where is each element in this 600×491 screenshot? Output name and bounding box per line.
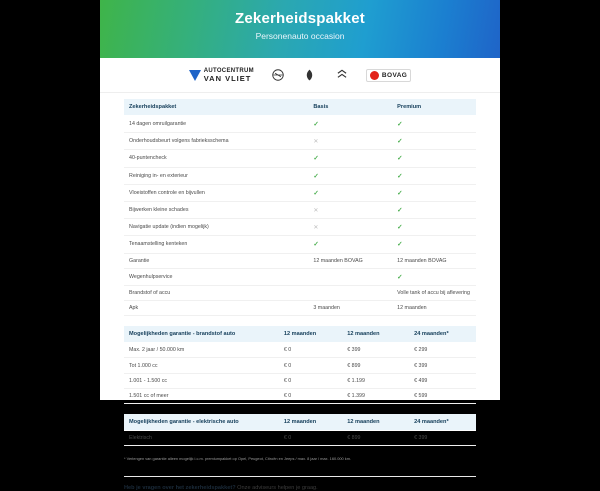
table-header-row [124, 99, 476, 116]
table-row [124, 343, 476, 358]
column-header-12-maanden-b: 12 maanden [342, 326, 409, 343]
row-premium [392, 133, 476, 150]
check-icon: ✓ [397, 121, 403, 129]
table-row [124, 116, 476, 133]
table-row [124, 184, 476, 201]
footer-answer: Onze adviseurs helpen je graag. [235, 485, 318, 491]
check-icon: ✓ [397, 155, 403, 163]
check-icon: ✓ [397, 273, 403, 281]
row-basis [308, 167, 392, 184]
zekerheidspakket-table [124, 99, 476, 316]
row-basis [308, 133, 392, 150]
table-row [124, 285, 476, 300]
row-label: 40-puntencheck [124, 150, 308, 167]
row-price-2: € 399 [342, 343, 409, 358]
row-label: Bijwerken kleine schades [124, 201, 308, 218]
footer-contact [124, 476, 476, 491]
document-content [100, 93, 500, 491]
row-premium [392, 184, 476, 201]
document-page [100, 0, 500, 491]
row-label: 1.001 - 1.500 cc [124, 373, 279, 388]
column-header-garantie-elektrisch: Mogelijkheden garantie - elektrische auto [124, 414, 279, 431]
column-header-24-maanden: 24 maanden* [409, 414, 476, 431]
row-price-2: € 1.199 [342, 373, 409, 388]
table-header-row [124, 414, 476, 431]
check-icon: ✓ [397, 138, 403, 146]
cell-value: 12 maanden BOVAG [313, 257, 363, 264]
row-premium [392, 167, 476, 184]
row-label: Vloeistoffen controle en bijvullen [124, 184, 308, 201]
row-premium [392, 150, 476, 167]
row-label: Elektrisch [124, 431, 279, 446]
page-title: Zekerheidspakket [235, 10, 365, 27]
check-icon: ✓ [313, 155, 319, 163]
row-premium [392, 301, 476, 316]
row-premium [392, 116, 476, 133]
row-label: Garantie [124, 253, 308, 268]
check-icon: ✓ [313, 172, 319, 180]
row-basis [308, 219, 392, 236]
row-price-3: € 499 [409, 373, 476, 388]
row-basis [308, 116, 392, 133]
column-header-24-maanden: 24 maanden* [409, 326, 476, 343]
table-row [124, 133, 476, 150]
page-subtitle: Personenauto occasion [255, 31, 345, 41]
cross-icon: ✕ [313, 224, 319, 231]
row-label: Onderhoudsbeurt volgens fabrieksschema [124, 133, 308, 150]
table-row [124, 150, 476, 167]
bovag-logo [366, 69, 411, 82]
footer-question: Heb je vragen over het zekerheidspakket? [124, 485, 236, 491]
cross-icon: ✕ [313, 138, 319, 145]
check-icon: ✓ [397, 189, 403, 197]
row-premium [392, 253, 476, 268]
bovag-dot-icon [370, 71, 379, 80]
table-row [124, 236, 476, 253]
row-label: Tot 1.000 cc [124, 358, 279, 373]
table-row [124, 358, 476, 373]
row-label: Wegenhulpservice [124, 268, 308, 285]
check-icon: ✓ [397, 172, 403, 180]
row-premium [392, 236, 476, 253]
check-icon: ✓ [397, 224, 403, 232]
row-price-1: € 0 [279, 343, 342, 358]
table-row [124, 253, 476, 268]
row-label: Reiniging in- en exterieur [124, 167, 308, 184]
row-basis [308, 201, 392, 218]
row-price-3: € 299 [409, 343, 476, 358]
check-icon: ✓ [313, 241, 319, 249]
column-header-basis: Basis [308, 99, 392, 116]
check-icon: ✓ [397, 207, 403, 215]
dealer-name-line1: AUTOCENTRUM [203, 68, 254, 74]
garantie-elektrisch-table [124, 414, 476, 446]
opel-logo-icon [270, 67, 286, 83]
bovag-label: BOVAG [381, 71, 408, 79]
table-row [124, 167, 476, 184]
row-price-2: € 1.399 [342, 388, 409, 403]
column-header-12-maanden-a: 12 maanden [279, 414, 342, 431]
column-header-12-maanden-a: 12 maanden [279, 326, 342, 343]
cross-icon: ✕ [313, 207, 319, 214]
row-label: Max. 2 jaar / 50.000 km [124, 343, 279, 358]
row-basis [308, 268, 392, 285]
row-premium [392, 219, 476, 236]
autocentrum-van-vliet-logo [189, 67, 254, 83]
dealer-name-line2: VAN VLIET [203, 74, 252, 83]
cell-value: 12 maanden [397, 305, 427, 312]
cell-value: Volle tank of accu bij aflevering [397, 289, 470, 296]
table-row [124, 201, 476, 218]
cell-value: 3 maanden [313, 305, 340, 312]
row-basis [308, 184, 392, 201]
garantie-brandstof-table [124, 326, 476, 404]
hero-banner [100, 0, 500, 58]
column-header-feature: Zekerheidspakket [124, 99, 308, 116]
citroen-logo-icon [334, 67, 350, 83]
row-price-2: € 899 [342, 358, 409, 373]
row-label: Brandstof of accu [124, 285, 308, 300]
row-price-3: € 599 [409, 388, 476, 403]
row-basis [308, 301, 392, 316]
row-label: Tenaamstelling kenteken [124, 236, 308, 253]
check-icon: ✓ [313, 189, 319, 197]
row-basis [308, 150, 392, 167]
table-row [124, 268, 476, 285]
row-price-3: € 399 [409, 431, 476, 446]
table-row [124, 219, 476, 236]
chevron-logo-icon [189, 70, 201, 81]
table-row [124, 301, 476, 316]
row-price-1: € 0 [279, 388, 342, 403]
row-label: Apk [124, 301, 308, 316]
row-basis [308, 236, 392, 253]
row-label: 14 dagen omruilgarantie [124, 116, 308, 133]
row-price-2: € 899 [342, 431, 409, 446]
column-header-12-maanden-b: 12 maanden [342, 414, 409, 431]
table-row [124, 373, 476, 388]
column-header-garantie-brandstof: Mogelijkheden garantie - brandstof auto [124, 326, 279, 343]
check-icon: ✓ [313, 121, 319, 129]
table-row [124, 388, 476, 403]
row-basis [308, 285, 392, 300]
column-header-premium: Premium [392, 99, 476, 116]
table-row [124, 431, 476, 446]
row-premium [392, 201, 476, 218]
row-label: 1.501 cc of meer [124, 388, 279, 403]
brand-bar [100, 58, 500, 93]
row-price-3: € 399 [409, 358, 476, 373]
row-basis [308, 253, 392, 268]
check-icon: ✓ [397, 241, 403, 249]
row-price-1: € 0 [279, 431, 342, 446]
table-header-row [124, 326, 476, 343]
cell-value: 12 maanden BOVAG [397, 257, 447, 264]
row-premium [392, 285, 476, 300]
row-premium [392, 268, 476, 285]
row-price-1: € 0 [279, 358, 342, 373]
peugeot-logo-icon [302, 67, 318, 83]
row-price-1: € 0 [279, 373, 342, 388]
footnote: * Verlengen van garantie alleen mogelijk i.c.m. premiumpakket op Opel, Peugeot, Citroën en Jeeps / max. 8 jaar / max. 160.000 km. [124, 456, 352, 462]
row-label: Navigatie update (indien mogelijk) [124, 219, 308, 236]
